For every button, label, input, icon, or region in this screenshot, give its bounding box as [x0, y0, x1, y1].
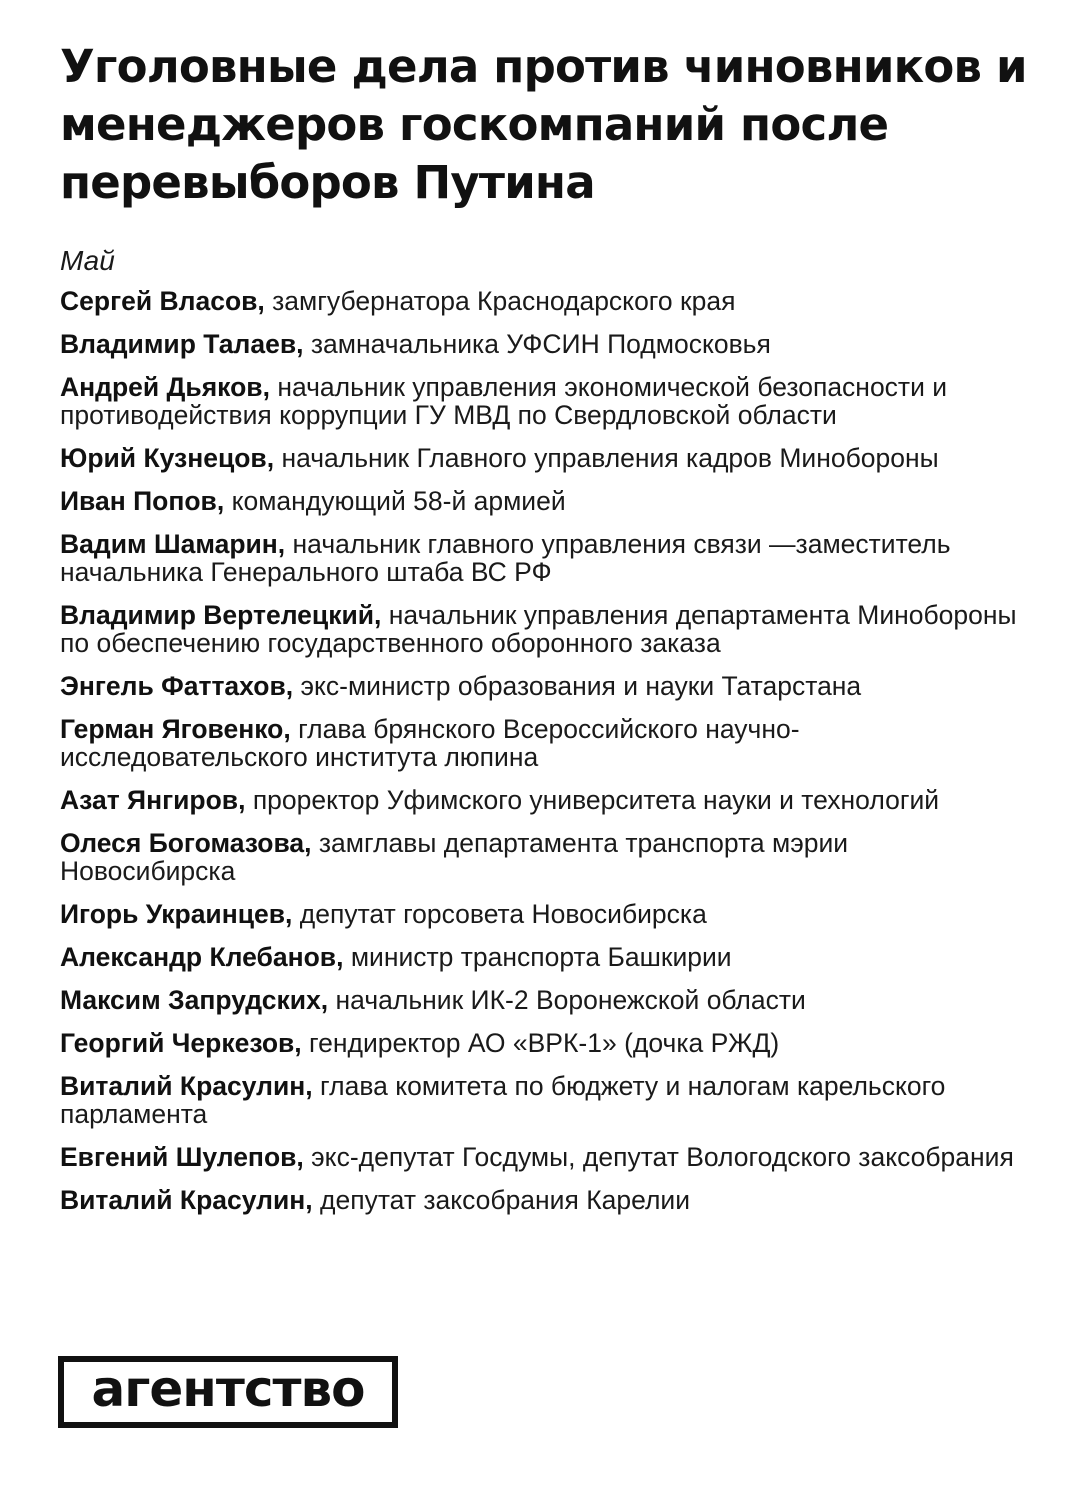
person-role: начальник управления департамента Минобороны по обеспечению государственного оборонного заказа: [60, 600, 1017, 658]
person-name: Максим Запрудских,: [60, 985, 329, 1015]
person-name: Вадим Шамарин,: [60, 529, 286, 559]
person-name: Владимир Вертелецкий,: [60, 600, 382, 630]
page-title: Уголовные дела против чиновников и менеджеров госкомпаний после перевыборов Путина: [60, 40, 1027, 209]
list-item: [60, 287, 1030, 315]
person-name: Азат Янгиров,: [60, 785, 246, 815]
list-item: [60, 1029, 1030, 1057]
list-item: [60, 1143, 1030, 1171]
entries-list: [60, 287, 1030, 1214]
person-role: депутат горсовета Новосибирска: [299, 899, 707, 929]
person-role: гендиректор АО «ВРК-1» (дочка РЖД): [309, 1028, 780, 1058]
person-role: начальник ИК-2 Воронежской области: [335, 985, 806, 1015]
list-item: [60, 373, 1030, 429]
list-item: [60, 986, 1030, 1014]
person-role: глава брянского Всероссийского научно-исследовательского института люпина: [60, 714, 800, 772]
agentstvo-logo: [58, 1356, 398, 1428]
person-role: экс-министр образования и науки Татарстана: [300, 671, 862, 701]
list-item: [60, 672, 1030, 700]
person-name: Александр Клебанов,: [60, 942, 344, 972]
person-name: Энгель Фаттахов,: [60, 671, 294, 701]
month-label: Май: [60, 245, 115, 276]
list-item: [60, 1072, 1030, 1128]
person-name: Евгений Шулепов,: [60, 1142, 304, 1172]
list-item: [60, 530, 1030, 586]
person-name: Юрий Кузнецов,: [60, 443, 275, 473]
person-name: Владимир Талаев,: [60, 329, 304, 359]
person-role: замгубернатора Краснодарского края: [272, 286, 736, 316]
list-item: [60, 900, 1030, 928]
person-name: Игорь Украинцев,: [60, 899, 293, 929]
person-role: замначальника УФСИН Подмосковья: [310, 329, 771, 359]
list-item: [60, 444, 1030, 472]
person-role: министр транспорта Башкирии: [350, 942, 732, 972]
person-role: начальник управления экономической безопасности и противодействия коррупции ГУ МВД по Свердловской области: [60, 372, 948, 430]
person-role: глава комитета по бюджету и налогам карельского парламента: [60, 1071, 946, 1129]
list-item: [60, 943, 1030, 971]
person-role: начальник Главного управления кадров Минобороны: [281, 443, 939, 473]
person-name: Герман Яговенко,: [60, 714, 291, 744]
person-role: командующий 58-й армией: [231, 486, 566, 516]
person-role: начальник главного управления связи —заместитель начальника Генерального штаба ВС РФ: [60, 529, 951, 587]
list-item: [60, 829, 1030, 885]
person-name: Георгий Черкезов,: [60, 1028, 302, 1058]
page-content: [60, 38, 1030, 1229]
person-role: замглавы департамента транспорта мэрии Новосибирска: [60, 828, 849, 886]
person-name: Андрей Дьяков,: [60, 372, 270, 402]
list-item: [60, 487, 1030, 515]
list-item: [60, 330, 1030, 358]
person-role: депутат заксобрания Карелии: [320, 1185, 691, 1215]
person-role: экс-депутат Госдумы, депутат Вологодского заксобрания: [311, 1142, 1014, 1172]
person-name: Олеся Богомазова,: [60, 828, 312, 858]
person-name: Сергей Власов,: [60, 286, 265, 316]
list-item: [60, 601, 1030, 657]
person-name: Виталий Красулин,: [60, 1185, 313, 1215]
person-name: Виталий Красулин,: [60, 1071, 313, 1101]
person-name: Иван Попов,: [60, 486, 225, 516]
logo-text: агентство: [91, 1360, 365, 1418]
list-item: [60, 715, 1030, 771]
list-item: [60, 786, 1030, 814]
list-item: [60, 1186, 1030, 1214]
person-role: проректор Уфимского университета науки и технологий: [252, 785, 940, 815]
